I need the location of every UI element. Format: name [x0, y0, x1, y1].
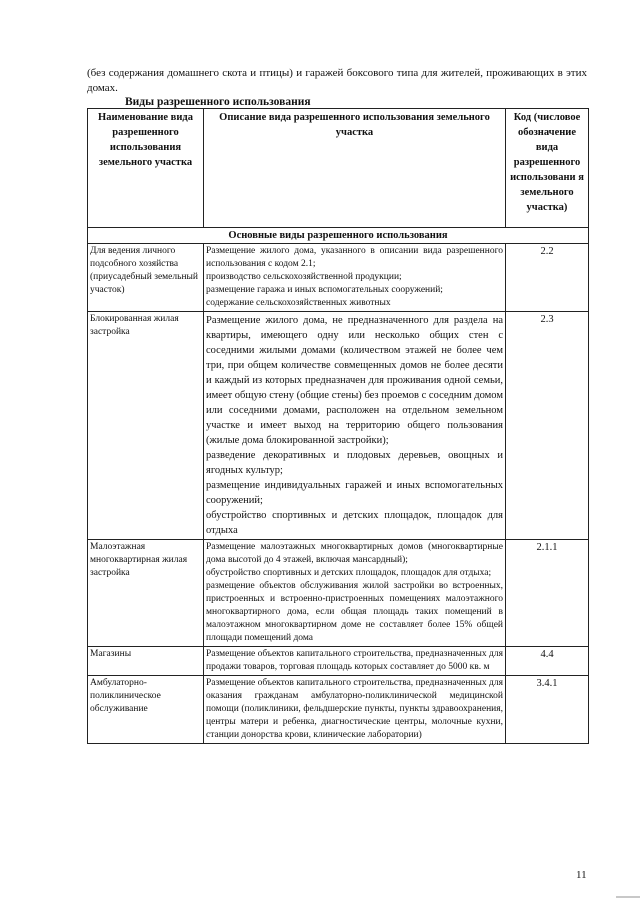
section-row: [88, 228, 589, 244]
description-line: содержание сельскохозяйственных животных: [206, 298, 391, 308]
use-code: 3.4.1: [506, 676, 589, 744]
use-name: Для ведения личного подсобного хозяйства (приусадебный земельный участок): [88, 244, 204, 312]
use-name: Малоэтажная многоквартирная жилая застройка: [88, 540, 204, 647]
use-description: [204, 244, 506, 312]
use-code: 2.2: [506, 244, 589, 312]
description-line: размещение объектов обслуживания жилой застройки во встроенных, пристроенных и встроенно-пристроенных помещениях малоэтажного многоквартирного дома, если общая площадь таких помещений в малоэтажном многоквартирном доме не составляет более 15% общей площади помещений дома: [206, 581, 503, 643]
description-line: обустройство спортивных и детских площадок, площадок для отдыха;: [206, 568, 492, 578]
description-line: Размещение малоэтажных многоквартирных домов (многоквартирные дома высотой до 4 этажей, включая мансардный);: [206, 542, 503, 565]
permitted-use-table: [87, 108, 589, 744]
table-row: [88, 676, 589, 744]
table-row: [88, 244, 589, 312]
table-row: [88, 540, 589, 647]
use-description: [204, 647, 506, 676]
table-header-row: [88, 109, 589, 228]
header-description: Описание вида разрешенного использования земельного участка: [204, 109, 506, 228]
section-title: Основные виды разрешенного использования: [88, 228, 589, 244]
header-name: Наименование вида разрешенного использования земельного участка: [88, 109, 204, 228]
description-line: разведение декоративных и плодовых деревьев, овощных и ягодных культур;: [206, 450, 503, 476]
description-line: Размещение жилого дома, не предназначенного для раздела на квартиры, имеющего одну или несколько общих стен с соседними жилыми домами (количеством этажей не более чем три, при общем количестве совмещенных домов не более десяти и каждый из которых предназначен для проживания одной семьи, имеет общую стену (общие стены) без проемов с соседним домом или соседними домами, расположен на отдельном земельном участке и имеет выход на территорию общего пользования (жилые дома блокированной застройки);: [206, 315, 503, 446]
use-name: Блокированная жилая застройка: [88, 312, 204, 540]
use-description: [204, 540, 506, 647]
intro-paragraph: (без содержания домашнего скота и птицы) и гаражей боксового типа для жителей, проживающих в этих домах.: [87, 67, 587, 94]
description-line: производство сельскохозяйственной продукции;: [206, 272, 402, 282]
description-line: обустройство спортивных и детских площадок, площадок для отдыха: [206, 510, 503, 536]
description-line: размещение индивидуальных гаражей и иных вспомогательных сооружений;: [206, 480, 503, 506]
use-code: 2.3: [506, 312, 589, 540]
use-code: 2.1.1: [506, 540, 589, 647]
use-name: Магазины: [88, 647, 204, 676]
header-code: Код (числовое обозначение вида разрешенного использовани я земельного участка): [506, 109, 589, 228]
use-code: 4.4: [506, 647, 589, 676]
page-number: 11: [576, 869, 587, 881]
description-line: Размещение объектов капитального строительства, предназначенных для оказания гражданам амбулаторно-поликлинической медицинской помощи (поликлиники, фельдшерские пункты, пункты здравоохранения, центры матери и ребенка, диагностические центры, молочные кухни, станции донорства крови, клинические лаборатории): [206, 678, 503, 740]
description-line: размещение гаража и иных вспомогательных сооружений;: [206, 285, 443, 295]
use-description: [204, 312, 506, 540]
use-description: [204, 676, 506, 744]
description-line: Размещение объектов капитального строительства, предназначенных для продажи товаров, торговая площадь которых составляет до 5000 кв. м: [206, 649, 503, 672]
table-row: [88, 647, 589, 676]
description-line: Размещение жилого дома, указанного в описании вида разрешенного использования с кодом 2.1;: [206, 246, 503, 269]
use-name: Амбулаторно-поликлиническое обслуживание: [88, 676, 204, 744]
scan-edge-mark: [616, 896, 640, 898]
table-row: [88, 312, 589, 540]
table-title: Виды разрешенного использования: [125, 96, 311, 108]
